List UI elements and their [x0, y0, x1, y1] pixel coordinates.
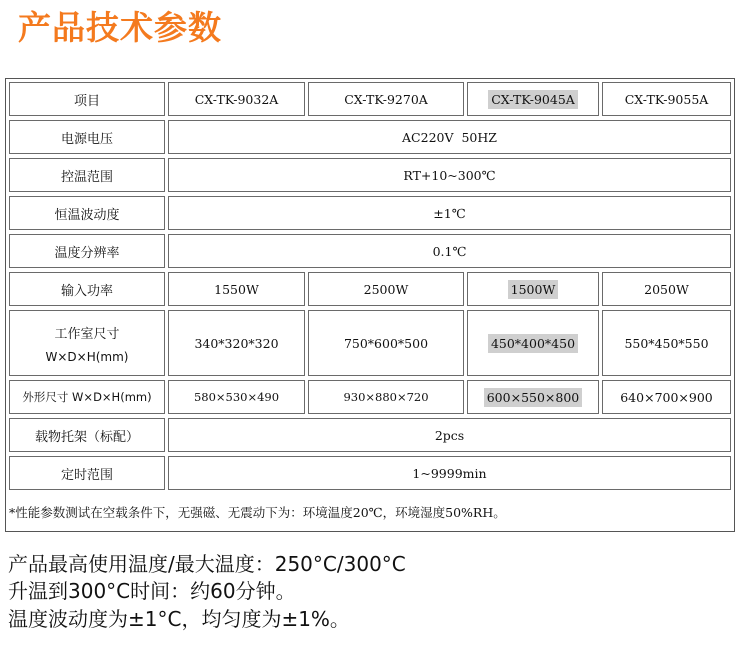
row-label: 输入功率: [60, 283, 113, 299]
model-header-cell: [308, 82, 464, 116]
merged-value-cell: [168, 234, 731, 268]
row-value: 2050W: [644, 281, 689, 297]
row-value: 750*600*500: [343, 335, 429, 351]
value-cell: [308, 380, 464, 414]
row-value: 0.1℃: [432, 243, 467, 259]
value-cell: [168, 380, 305, 414]
row-value: 580×530×490: [193, 390, 280, 404]
row-label-cell: [9, 418, 165, 452]
value-cell: [602, 272, 731, 306]
value-cell: [467, 272, 599, 306]
row-value: AC220V 50HZ: [402, 129, 497, 145]
summary-line-heat-time: 升温到300°C时间：约60分钟。: [8, 579, 296, 603]
row-label-cell: [9, 234, 165, 268]
value-cell: [308, 272, 464, 306]
row-value: 1500W: [508, 280, 559, 299]
row-label-cell: [9, 456, 165, 490]
row-value: 2pcs: [434, 427, 465, 443]
row-label-cell: [9, 310, 165, 376]
row-label-cell: [9, 272, 165, 306]
spec-table: [5, 78, 735, 532]
value-cell: [168, 310, 305, 376]
row-value: 450*400*450: [488, 334, 578, 353]
model-name: CX-TK-9270A: [344, 91, 428, 107]
value-cell: [467, 310, 599, 376]
row-label: 控温范围: [60, 169, 113, 185]
row-label: 外形尺寸 W×D×H(mm): [22, 390, 152, 404]
merged-value-cell: [168, 456, 731, 490]
row-value: RT+10~300℃: [403, 167, 496, 183]
row-label: 温度分辨率: [54, 245, 120, 261]
summary-line-max-temp: 产品最高使用温度/最大温度：250°C/300°C: [8, 552, 406, 576]
row-value: 640×700×900: [620, 389, 713, 405]
value-cell: [168, 272, 305, 306]
value-cell: [602, 310, 731, 376]
page-heading: 产品技术参数: [18, 8, 222, 47]
model-header-cell: [168, 82, 305, 116]
row-label-cell: [9, 120, 165, 154]
model-header-cell: [467, 82, 599, 116]
merged-value-cell: [168, 120, 731, 154]
row-label-cell: [9, 196, 165, 230]
row-value: ±1℃: [433, 205, 466, 221]
value-cell: [308, 310, 464, 376]
merged-value-cell: [168, 158, 731, 192]
row-label-unit: W×D×H(mm): [45, 349, 129, 364]
row-label-cell: [9, 158, 165, 192]
model-name: CX-TK-9032A: [194, 91, 279, 107]
row-label: 工作室尺寸: [54, 326, 120, 342]
row-value: 340*320*320: [194, 335, 279, 351]
row-value: 930×880×720: [343, 390, 429, 404]
row-value: 600×550×800: [484, 388, 583, 407]
row-label: 恒温波动度: [54, 207, 120, 223]
model-name: CX-TK-9055A: [624, 91, 709, 107]
value-cell: [467, 380, 599, 414]
value-cell: [602, 380, 731, 414]
model-name: CX-TK-9045A: [488, 90, 578, 109]
model-header-cell: [602, 82, 731, 116]
row-label: 定时范围: [60, 467, 113, 483]
test-conditions-note: *性能参数测试在空载条件下，无强磁、无震动下为：环境温度20℃，环境湿度50%RH。: [9, 505, 506, 520]
row-value: 1~9999min: [412, 465, 487, 481]
header-label-cell: [9, 82, 165, 116]
row-label: 电源电压: [60, 131, 113, 147]
header-label: 项目: [73, 93, 100, 109]
row-label-cell: [9, 380, 165, 414]
row-label: 载物托架（标配）: [34, 429, 139, 445]
merged-value-cell: [168, 196, 731, 230]
row-value: 550*450*550: [624, 335, 709, 351]
merged-value-cell: [168, 418, 731, 452]
row-value: 1550W: [214, 281, 259, 297]
row-value: 2500W: [363, 281, 409, 297]
summary-line-fluctuation: 温度波动度为±1°C，均匀度为±1%。: [8, 607, 350, 631]
